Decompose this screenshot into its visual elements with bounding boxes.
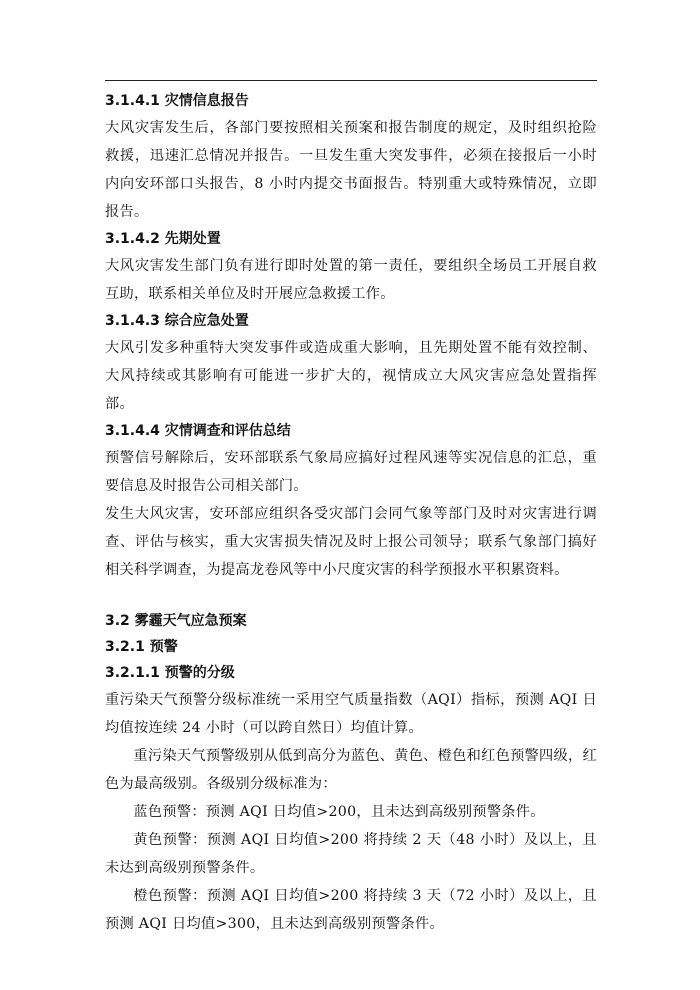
- document-body: [105, 88, 597, 938]
- paragraph-comprehensive-response: 大风引发多种重特大突发事件或造成重大影响，且先期处置不能有效控制、大风持续或其影响有可能进一步扩大的，视情成立大风灾害应急处置指挥部。: [105, 340, 597, 412]
- paragraph-disaster-report: 大风灾害发生后，各部门要按照相关预案和报告制度的规定，及时组织抢险救援，迅速汇总情况并报告。一旦发生重大突发事件，必须在接报后一小时内向安环部口头报告，8 小时内提交书面报告。特别重大或特殊情况，立即报告。: [105, 120, 597, 220]
- section-heading-3-1-4-4: 3.1.4.4 灾情调查和评估总结: [105, 423, 291, 439]
- paragraph-investigation-1: 预警信号解除后，安环部联系气象局应搞好过程风速等实况信息的汇总，重要信息及时报告公司相关部门。: [105, 450, 597, 494]
- paragraph-yellow-warning: 黄色预警：预测 AQI 日均值>200 将持续 2 天（48 小时）及以上，且未达到高级别预警条件。: [105, 832, 597, 876]
- paragraph-warning-levels: 重污染天气预警级别从低到高分为蓝色、黄色、橙色和红色预警四级，红色为最高级别。各级别分级标准为：: [105, 748, 597, 792]
- section-heading-3-2: 3.2 雾霾天气应急预案: [105, 613, 247, 629]
- section-spacer: [105, 584, 597, 608]
- paragraph-initial-response: 大风灾害发生部门负有进行即时处置的第一责任，要组织全场员工开展自救互助，联系相关单位及时开展应急救援工作。: [105, 258, 597, 302]
- paragraph-investigation-2: 发生大风灾害，安环部应组织各受灾部门会同气象等部门及时对灾害进行调查、评估与核实，重大灾害损失情况及时上报公司领导；联系气象部门搞好相关科学调查，为提高龙卷风等中小尺度灾害的科学预报水平积累资料。: [105, 506, 597, 578]
- paragraph-blue-warning: 蓝色预警：预测 AQI 日均值>200，且未达到高级别预警条件。: [133, 804, 545, 820]
- paragraph-aqi-standard: 重污染天气预警分级标准统一采用空气质量指数（AQI）指标，预测 AQI 日均值按连续 24 小时（可以跨自然日）均值计算。: [105, 692, 597, 736]
- section-heading-3-2-1-1: 3.2.1.1 预警的分级: [105, 665, 235, 681]
- section-heading-3-2-1: 3.2.1 预警: [105, 639, 178, 655]
- section-heading-3-1-4-2: 3.1.4.2 先期处置: [105, 231, 221, 247]
- header-rule: [105, 80, 597, 81]
- paragraph-orange-warning: 橙色预警：预测 AQI 日均值>200 将持续 3 天（72 小时）及以上，且预测 AQI 日均值>300，且未达到高级别预警条件。: [105, 888, 597, 932]
- section-heading-3-1-4-1: 3.1.4.1 灾情信息报告: [105, 93, 249, 109]
- section-heading-3-1-4-3: 3.1.4.3 综合应急处置: [105, 313, 249, 329]
